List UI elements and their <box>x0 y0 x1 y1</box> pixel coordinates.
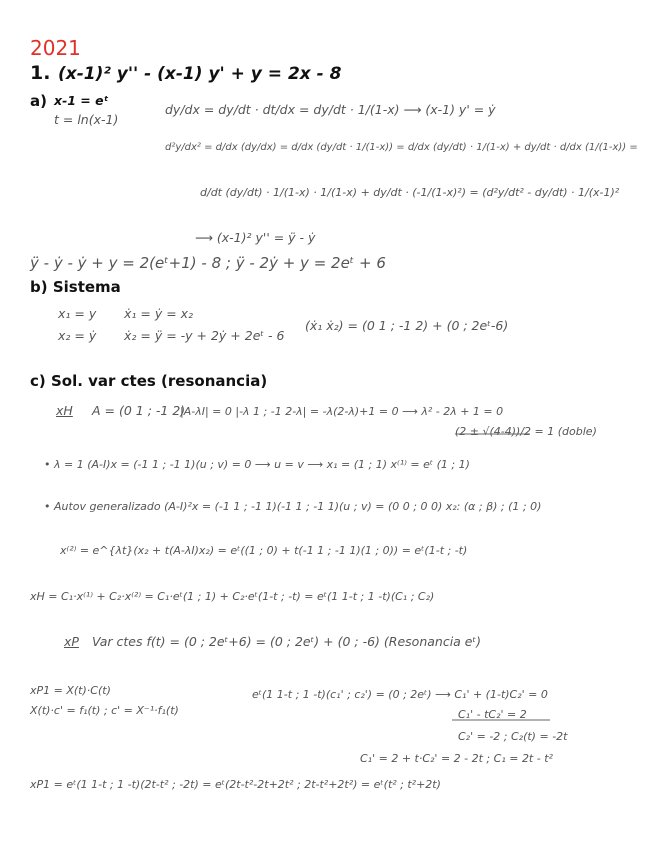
constants-system-line-2: C₁' - tC₂' = 2 <box>458 708 527 721</box>
constants-system-line: eᵗ(1 1-t ; 1 -t)(c₁' ; c₂') = (0 ; 2eᵗ) ⟶ C₁' + (1-t)C₂' = 0 <box>252 688 548 701</box>
homogeneous-solution-line: xH = C₁·x⁽¹⁾ + C₂·x⁽²⁾ = C₁·eᵗ(1 ; 1) + C₂·eᵗ(1-t ; -t) = eᵗ(1 1-t ; 1 -t)(C₁ ; C₂) <box>30 590 435 603</box>
system-matrix-equation: (ẋ₁ ẋ₂) = (0 1 ; -1 2) + (0 ; 2eᵗ-6) <box>305 318 509 333</box>
xp-label: xP <box>64 634 79 649</box>
year-heading: 2021 <box>30 36 81 60</box>
second-solution-line: x⁽²⁾ = e^{λt}(x₂ + t(A-λI)x₂) = eᵗ((1 ; 0) + t(-1 1 ; -1 1)(1 ; 0)) = eᵗ(1-t ; -t) <box>60 544 468 557</box>
derivation-line-2: d²y/dx² = d/dx (dy/dx) = d/dx (dy/dt · 1/(1-x)) = d/dx (dy/dt) · 1/(1-x) + dy/dt · d/dx (1/(1-x)) = <box>165 142 638 153</box>
system-der-2: ẋ₂ = ÿ = -y + 2ẏ + 2eᵗ - 6 <box>124 328 285 343</box>
derivation-line-3: d/dt (dy/dt) · 1/(1-x) · 1/(1-x) + dy/dt · (-1/(1-x)²) = (d²y/dt² - dy/dt) · 1/(x-1)² <box>200 186 620 199</box>
derivation-line-4: ⟶ (x-1)² y'' = ÿ - ẏ <box>195 230 316 245</box>
derivation-line-1: dy/dx = dy/dt · dt/dx = dy/dt · 1/(1-x) ⟶ (x-1) y' = ẏ <box>165 102 496 117</box>
characteristic-equation: |A-λI| = 0 |-λ 1 ; -1 2-λ| = -λ(2-λ)+1 = 0 ⟶ λ² - 2λ + 1 = 0 <box>180 405 504 418</box>
system-der-1: ẋ₁ = ẏ = x₂ <box>124 306 194 321</box>
problem-equation: (x-1)² y'' - (x-1) y' + y = 2x - 8 <box>58 64 342 84</box>
variation-constants-line: Var ctes f(t) = (0 ; 2eᵗ+6) = (0 ; 2eᵗ) + (0 ; -6) (Resonancia eᵗ) <box>92 634 482 649</box>
constants-system-line-3: C₂' = -2 ; C₂(t) = -2t <box>458 730 568 743</box>
xh-label: xH <box>56 403 73 418</box>
particular-solution-def: xP1 = X(t)·C(t) <box>30 684 111 697</box>
system-def-1: x₁ = y <box>58 306 97 321</box>
system-def-2: x₂ = ẏ <box>58 328 97 343</box>
substitution-2: t = ln(x-1) <box>54 112 119 127</box>
eigenvalue-roots: (2 ± √(4-4))/2 = 1 (doble) <box>455 425 597 438</box>
part-c-label: c) Sol. var ctes (resonancia) <box>30 372 268 390</box>
generalized-eigenvector-line: • Autov generalizado (A-I)²x = (-1 1 ; -1 1)(-1 1 ; -1 1)(u ; v) = (0 0 ; 0 0) x₂: (α ; β) ; (1 ; 0) <box>44 500 542 513</box>
particular-solution-relation: X(t)·c' = f₁(t) ; c' = X⁻¹·f₁(t) <box>30 704 179 717</box>
substitution-1: x-1 = eᵗ <box>54 93 109 108</box>
part-b-label: b) Sistema <box>30 278 121 296</box>
final-particular-solution: xP1 = eᵗ(1 1-t ; 1 -t)(2t-t² ; -2t) = eᵗ(2t-t²-2t+2t² ; 2t-t²+2t²) = eᵗ(t² ; t²+2t) <box>30 778 441 791</box>
eigenvector-line: • λ = 1 (A-I)x = (-1 1 ; -1 1)(u ; v) = 0 ⟶ u = v ⟶ x₁ = (1 ; 1) x⁽¹⁾ = eᵗ (1 ; 1) <box>44 458 470 471</box>
part-a-label: a) <box>30 92 47 110</box>
constants-system-line-4: C₁' = 2 + t·C₂' = 2 - 2t ; C₁ = 2t - t² <box>360 752 553 765</box>
problem-number: 1. <box>30 62 51 84</box>
derivation-line-5: ÿ - ẏ - ẏ + y = 2(eᵗ+1) - 8 ; ÿ - 2ẏ + y = 2eᵗ + 6 <box>30 254 386 272</box>
matrix-A: A = (0 1 ; -1 2) <box>92 403 186 418</box>
